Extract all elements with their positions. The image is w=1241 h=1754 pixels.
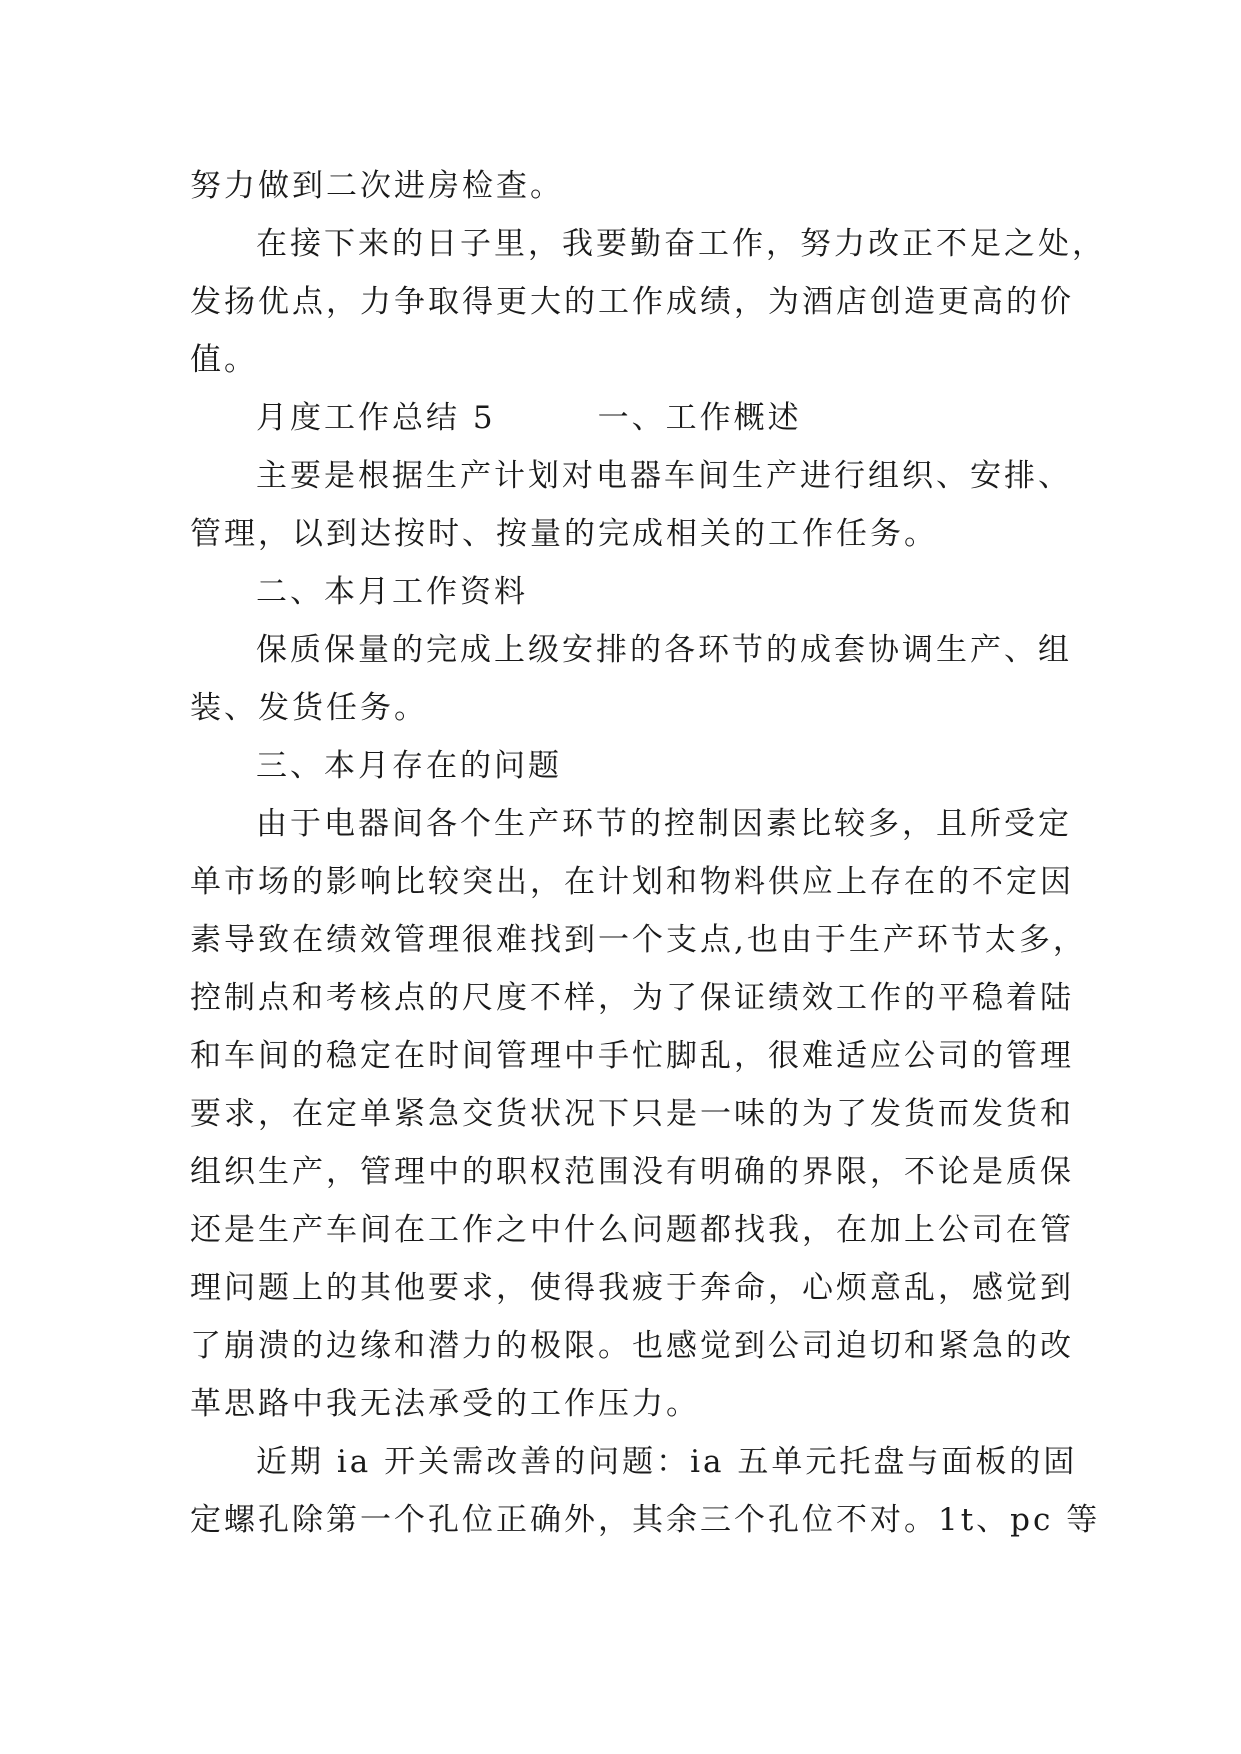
text-line: 发扬优点，力争取得更大的工作成绩，为酒店创造更高的价 [190, 284, 1074, 320]
text-line: 要求，在定单紧急交货状况下只是一味的为了发货而发货和 [190, 1096, 1074, 1132]
text-line: 了崩溃的边缘和潜力的极限。也感觉到公司迫切和紧急的改 [190, 1328, 1074, 1364]
text-line: 定螺孔除第一个孔位正确外，其余三个孔位不对。1t、pc 等 [190, 1502, 1101, 1538]
paragraph-start-line: 近期 ia 开关需改善的问题：ia 五单元托盘与面板的固 [256, 1444, 1078, 1480]
section-heading-line: 三、本月存在的问题 [256, 748, 562, 784]
paragraph-start-line: 主要是根据生产计划对电器车间生产进行组织、安排、 [256, 458, 1072, 494]
section-heading-line: 二、本月工作资料 [256, 574, 528, 610]
text-line: 组织生产，管理中的职权范围没有明确的界限，不论是质保 [190, 1154, 1074, 1190]
text-line: 还是生产车间在工作之中什么问题都找我，在加上公司在管 [190, 1212, 1074, 1248]
text-line: 和车间的稳定在时间管理中手忙脚乱，很难适应公司的管理 [190, 1038, 1074, 1074]
paragraph-start-line: 在接下来的日子里，我要勤奋工作，努力改正不足之处， [256, 226, 1106, 262]
text-line: 单市场的影响比较突出，在计划和物料供应上存在的不定因 [190, 864, 1074, 900]
text-line: 素导致在绩效管理很难找到一个支点,也由于生产环节太多， [190, 922, 1087, 958]
text-line: 革思路中我无法承受的工作压力。 [190, 1386, 700, 1422]
section-heading-line: 月度工作总结 5 一、工作概述 [256, 400, 802, 436]
text-line: 努力做到二次进房检查。 [190, 168, 564, 204]
text-line: 管理，以到达按时、按量的完成相关的工作任务。 [190, 516, 938, 552]
text-line: 理问题上的其他要求，使得我疲于奔命，心烦意乱，感觉到 [190, 1270, 1074, 1306]
text-line: 控制点和考核点的尺度不样，为了保证绩效工作的平稳着陆 [190, 980, 1074, 1016]
text-line: 装、发货任务。 [190, 690, 428, 726]
text-line: 值。 [190, 342, 258, 378]
paragraph-start-line: 由于电器间各个生产环节的控制因素比较多，且所受定 [256, 806, 1072, 842]
paragraph-start-line: 保质保量的完成上级安排的各环节的成套协调生产、组 [256, 632, 1072, 668]
